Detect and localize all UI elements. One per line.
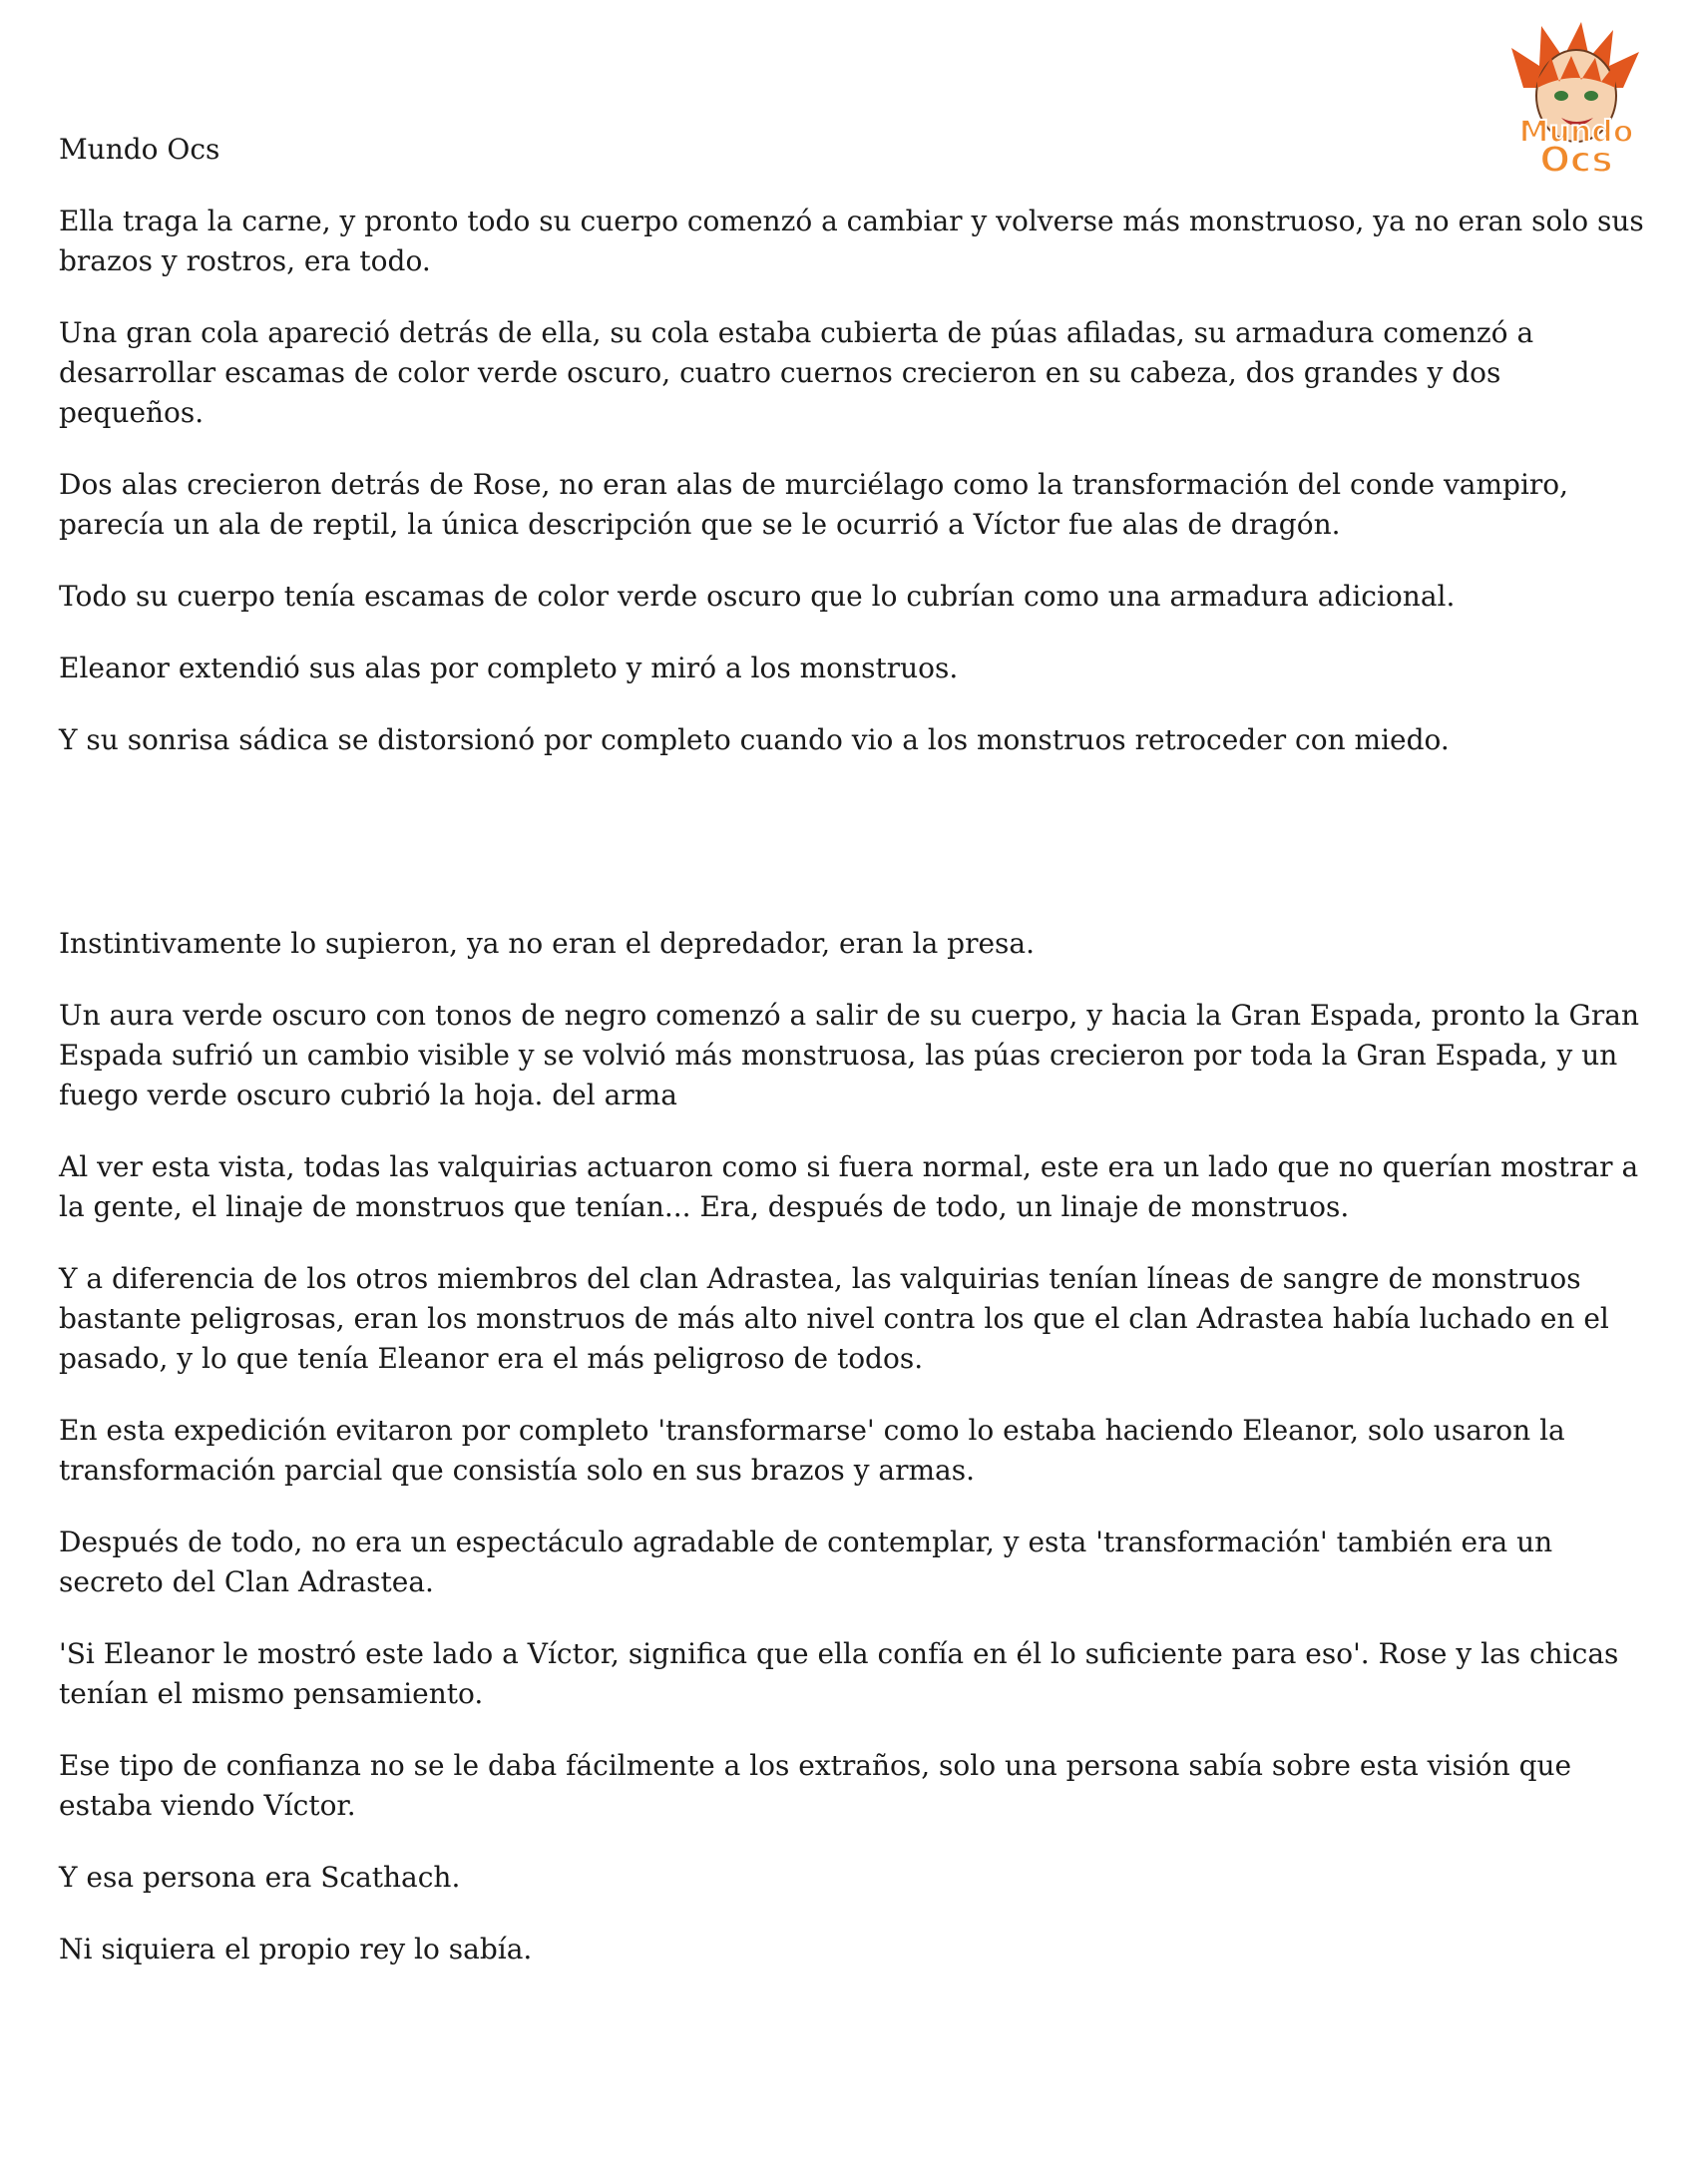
paragraph: Y a diferencia de los otros miembros del clan Adrastea, las valquirias tenían líneas de sangre de monstruos bastante peligrosas, eran los monstruos de más alto nivel contra los que el clan Adrastea había luchado en el pasado, y lo que tenía Eleanor era el más peligroso de todos. [59, 1262, 1609, 1375]
paragraph: Dos alas crecieron detrás de Rose, no eran alas de murciélago como la transformación del conde vampiro, parecía un ala de reptil, la única descripción que se le ocurrió a Víctor fue alas de dragón. [59, 468, 1569, 541]
paragraph: Al ver esta vista, todas las valquirias actuaron como si fuera normal, este era un lado que no querían mostrar a la gente, el linaje de monstruos que tenían... Era, después de todo, un linaje de monstruos. [59, 1150, 1639, 1223]
document-header: Mundo Ocs [59, 133, 220, 166]
paragraph: Y su sonrisa sádica se distorsionó por completo cuando vio a los monstruos retroceder con miedo. [59, 723, 1450, 756]
logo-left-eye [1554, 91, 1568, 101]
paragraph: 'Si Eleanor le mostró este lado a Víctor, significa que ella confía en él lo suficiente para eso'. Rose y las chicas tenían el mismo pensamiento. [59, 1637, 1619, 1710]
paragraph: Ni siquiera el propio rey lo sabía. [59, 1933, 533, 1966]
paragraph: Un aura verde oscuro con tonos de negro comenzó a salir de su cuerpo, y hacia la Gran Espada, pronto la Gran Espada sufrió un cambio visible y se volvió más monstruosa, las púas crecieron por toda la Gran Espada, y un fuego verde oscuro cubrió la hoja. del arma [59, 999, 1639, 1111]
paragraph: En esta expedición evitaron por completo 'transformarse' como lo estaba haciendo Eleanor, solo usaron la transformación parcial que consistía solo en sus brazos y armas. [59, 1414, 1565, 1487]
document-body [59, 130, 1645, 2001]
paragraph: Ese tipo de confianza no se le daba fácilmente a los extraños, solo una persona sabía sobre esta visión que estaba viendo Víctor. [59, 1749, 1572, 1822]
paragraph: Todo su cuerpo tenía escamas de color verde oscuro que lo cubrían como una armadura adicional. [59, 580, 1456, 613]
section-gap [59, 792, 1645, 924]
paragraph: Eleanor extendió sus alas por completo y miró a los monstruos. [59, 652, 959, 684]
logo-text-line1: Mundo [1518, 115, 1634, 150]
paragraph: Una gran cola apareció detrás de ella, su cola estaba cubierta de púas afiladas, su armadura comenzó a desarrollar escamas de color verde oscuro, cuatro cuernos crecieron en su cabeza, dos grandes y dos pequeños. [59, 316, 1534, 429]
paragraph: Después de todo, no era un espectáculo agradable de contemplar, y esta 'transformación' también era un secreto del Clan Adrastea. [59, 1526, 1553, 1598]
logo-text-line2: Ocs [1539, 140, 1613, 176]
paragraph: Ella traga la carne, y pronto todo su cuerpo comenzó a cambiar y volverse más monstruoso, ya no eran solo sus brazos y rostros, era todo. [59, 205, 1644, 277]
section-1 [59, 202, 1645, 760]
section-2 [59, 924, 1645, 1969]
logo-right-eye [1584, 91, 1598, 101]
paragraph: Instintivamente lo supieron, ya no eran el depredador, eran la presa. [59, 927, 1036, 960]
paragraph: Y esa persona era Scathach. [59, 1861, 461, 1894]
